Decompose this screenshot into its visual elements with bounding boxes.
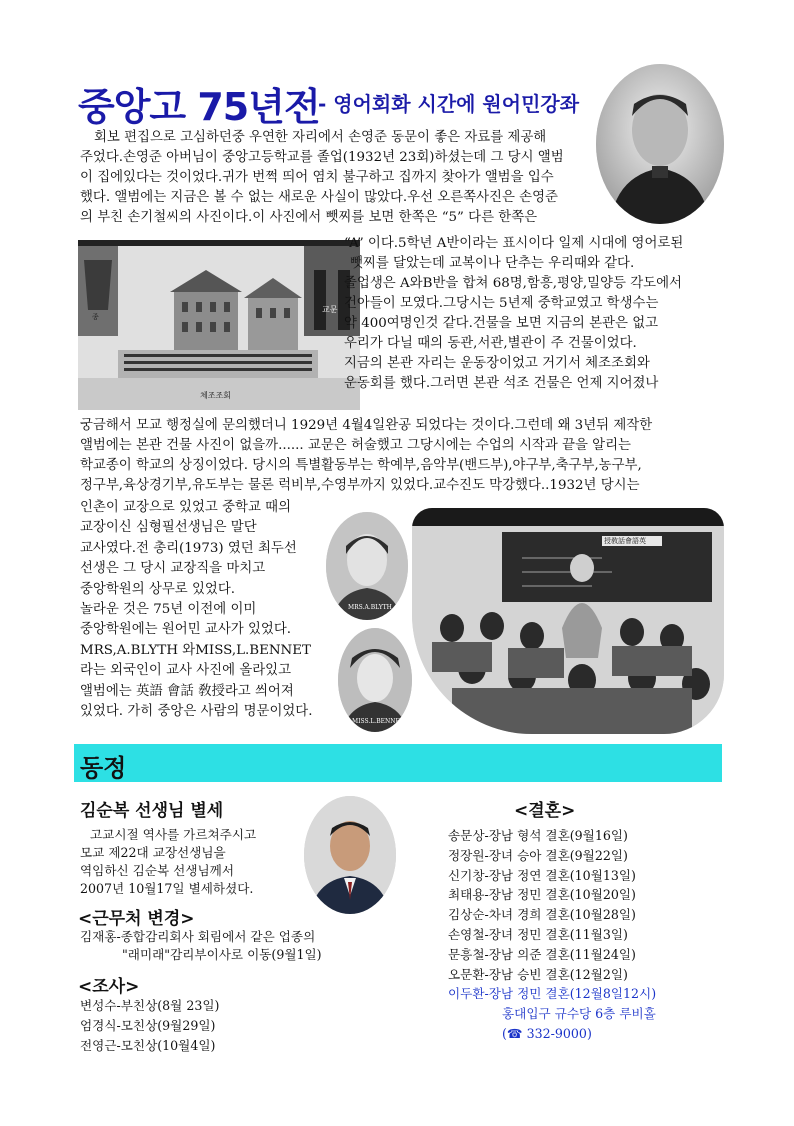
text-line: 주었다.손영준 아버님이 중앙고등학교를 졸업(1932년 23회)하셨는데 그 당시 앨범: [80, 150, 564, 165]
full-width-paragraph: [80, 416, 652, 496]
text-line: “A” 이다.5학년 A반이라는 표시이다 일제 시대에 영어로된: [344, 236, 684, 251]
wedding-list: [448, 826, 656, 1044]
right-column-paragraph: [344, 234, 683, 394]
text-line: 정구부,육상경기부,유도부는 물론 럭비부,수영부까지 있었다.교수진도 막강했다..1932년 당시는: [80, 478, 640, 493]
text-line: 궁금해서 모교 행정실에 문의했더니 1929년 4월4일완공 되었다는 것이다.그런데 왜 3년뒤 제작한: [80, 418, 653, 433]
wedding-phone: (☎ 332-9000): [502, 1025, 592, 1041]
list-item: 문흥철-장남 의준 결혼(11월24일): [448, 946, 636, 962]
text-line: 중앙학원에는 원어민 교사가 있었다.: [80, 622, 292, 638]
text-line: 역임하신 김순복 선생님께서: [80, 863, 234, 878]
text-line: 인촌이 교장으로 있었고 중학교 때의: [80, 500, 292, 515]
text-line: 교장이신 심형필선생님은 말단: [80, 520, 257, 536]
text-line: 2007년 10월17일 별세하셨다.: [80, 881, 254, 896]
list-item: 오문환-장남 승빈 결혼(12월2일): [448, 966, 628, 982]
article-subtitle: - 영어회화 시간에 원어민강좌: [318, 92, 580, 116]
teacher-portrait-blyth: [326, 512, 408, 620]
wedding-venue: 홍대입구 규수당 6층 루비홀: [502, 1006, 656, 1022]
text-line: 놀라운 것은 75년 이전에 이미: [80, 602, 257, 618]
photo-caption-gate: 교문: [322, 305, 338, 314]
list-item: 최태용-장남 정민 결혼(10월20일): [448, 887, 636, 903]
intro-paragraph: [80, 128, 564, 228]
news-section-title: 동정: [80, 754, 127, 782]
text-line: 약 400여명인것 같다.건물을 보면 지금의 본관은 없고: [344, 316, 659, 331]
text-line: 졸업생은 A와B반을 합쳐 68명,함흥,평양,밀양등 각도에서: [344, 276, 682, 291]
text-line: 뺏찌를 달았는데 교복이나 단추는 우리때와 같다.: [350, 256, 635, 271]
obituary-title: 김순복 선생님 별세: [80, 801, 224, 821]
text-line: 모교 제22대 교장선생님을: [80, 845, 226, 860]
condolence-title: <조사>: [78, 977, 140, 997]
text-line: 앨범에는 英語 會話 敎授라고 씌어져: [80, 683, 294, 699]
photo-caption-bell: 종: [92, 313, 99, 321]
text-line: 회보 편집으로 고심하던중 우연한 자리에서 손영준 동문이 좋은 자료를 제공해: [94, 130, 547, 145]
obituary-text: [80, 826, 256, 898]
text-line: 있었다. 가히 중앙은 사람의 명문이었다.: [80, 704, 313, 720]
obituary-portrait: [304, 796, 396, 914]
text-line: 교사였다.전 총리(1973) 였던 최두선: [80, 540, 297, 556]
teacher-portrait-bennet: [338, 628, 412, 732]
text-line: "래미래"감리부이사로 이동(9월1일): [122, 947, 322, 962]
text-line: 앨범에는 본관 건물 사진이 없을까...... 교문은 허술했고 그당시에는 수업의 시작과 끝을 알리는: [80, 438, 631, 453]
campus-photo: [78, 240, 360, 410]
classroom-photo: [412, 508, 724, 734]
text-line: 건아들이 모였다.그당시는 5년제 중학교였고 학생수는: [344, 296, 659, 311]
text-line: 중앙학원의 상무로 있었다.: [80, 581, 236, 597]
photo-caption-assembly: 체조조회: [200, 391, 231, 400]
text-line: 김재홍-종합감리회사 회림에서 같은 업종의: [80, 929, 316, 944]
list-item-highlight: 이두환-장남 정민 결혼(12월8일12시): [448, 986, 657, 1002]
text-line: 변성수-부친상(8월 23일): [80, 998, 220, 1013]
list-item: 송문상-장남 형석 결혼(9월16일): [448, 828, 628, 843]
text-line: 라는 외국인이 교사 사진에 올라있고: [80, 663, 292, 679]
text-line: 전영근-모친상(10월4일): [80, 1038, 216, 1053]
text-line: 의 부친 손기철씨의 사진이다.이 사진에서 뺏찌를 보면 한쪽은 “5” 다른 한쪽은: [80, 210, 538, 225]
teacher-caption-bennet: MISS.L.BENNET: [352, 718, 404, 725]
list-item: 손영철-장녀 정민 결혼(11월3일): [448, 926, 628, 942]
student-portrait: [596, 64, 724, 224]
text-line: 지금의 본관 자리는 운동장이었고 거기서 체조조회와: [344, 356, 650, 371]
text-line: 고교시절 역사를 가르쳐주시고: [90, 827, 257, 842]
left-column-paragraph: [80, 498, 313, 722]
text-line: MRS,A.BLYTH 와MISS,L.BENNET: [80, 642, 311, 658]
condolence-text: [80, 996, 219, 1056]
text-line: 학교종이 학교의 상징이었다. 당시의 특별활동부는 학예부,음악부(밴드부),야구부,축구부,농구부,: [80, 458, 642, 473]
wedding-title: <결혼>: [514, 801, 576, 821]
list-item: 김상순-차녀 경희 결혼(10월28일): [448, 907, 636, 923]
text-line: 우리가 다닐 때의 동관,서관,별관이 주 건물이었다.: [344, 336, 637, 351]
list-item: 정장원-장녀 승아 결혼(9월22일): [448, 847, 628, 863]
text-line: 했다. 앨범에는 지금은 볼 수 없는 새로운 사실이 많았다.우선 오른쪽사진은 손영준: [80, 190, 558, 205]
text-line: 운동회를 했다.그러면 본관 석조 건물은 언제 지어졌나: [344, 376, 659, 391]
teacher-caption-blyth: MRS.A.BLYTH: [348, 604, 392, 611]
article-title: 중앙고 75년전: [78, 85, 320, 129]
job-change-text: [80, 928, 322, 964]
text-line: 이 집에있다는 것이었다.귀가 번쩍 띄어 염치 불구하고 집까지 찾아가 앨범을 입수: [80, 170, 554, 185]
classroom-sign: 授敎話會語英: [604, 537, 646, 545]
job-change-title: <근무처 변경>: [78, 909, 195, 929]
text-line: 선생은 그 당시 교장직을 마치고: [80, 561, 266, 577]
news-section-bar: [74, 744, 722, 782]
list-item: 신기창-장남 정연 결혼(10월13일): [448, 867, 636, 883]
text-line: 엄경식-모친상(9월29일): [80, 1018, 216, 1033]
